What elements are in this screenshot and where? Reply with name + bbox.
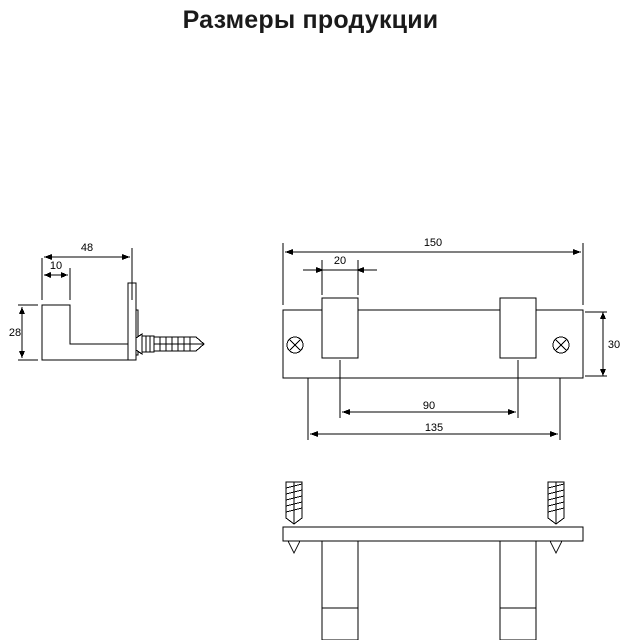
dim-30-label: 30 [607, 339, 621, 351]
dim-90-label: 90 [422, 400, 436, 412]
dim-135-label: 135 [424, 422, 444, 434]
mounting-view [283, 482, 583, 640]
side-view [18, 248, 204, 360]
dim-150-label: 150 [423, 237, 443, 249]
dim-10-label: 10 [49, 260, 63, 272]
dim-28-label: 28 [8, 327, 22, 339]
front-view [283, 243, 607, 440]
dim-20-label: 20 [333, 255, 347, 267]
page-title: Размеры продукции [182, 6, 439, 34]
dim-48-label: 48 [80, 242, 94, 254]
